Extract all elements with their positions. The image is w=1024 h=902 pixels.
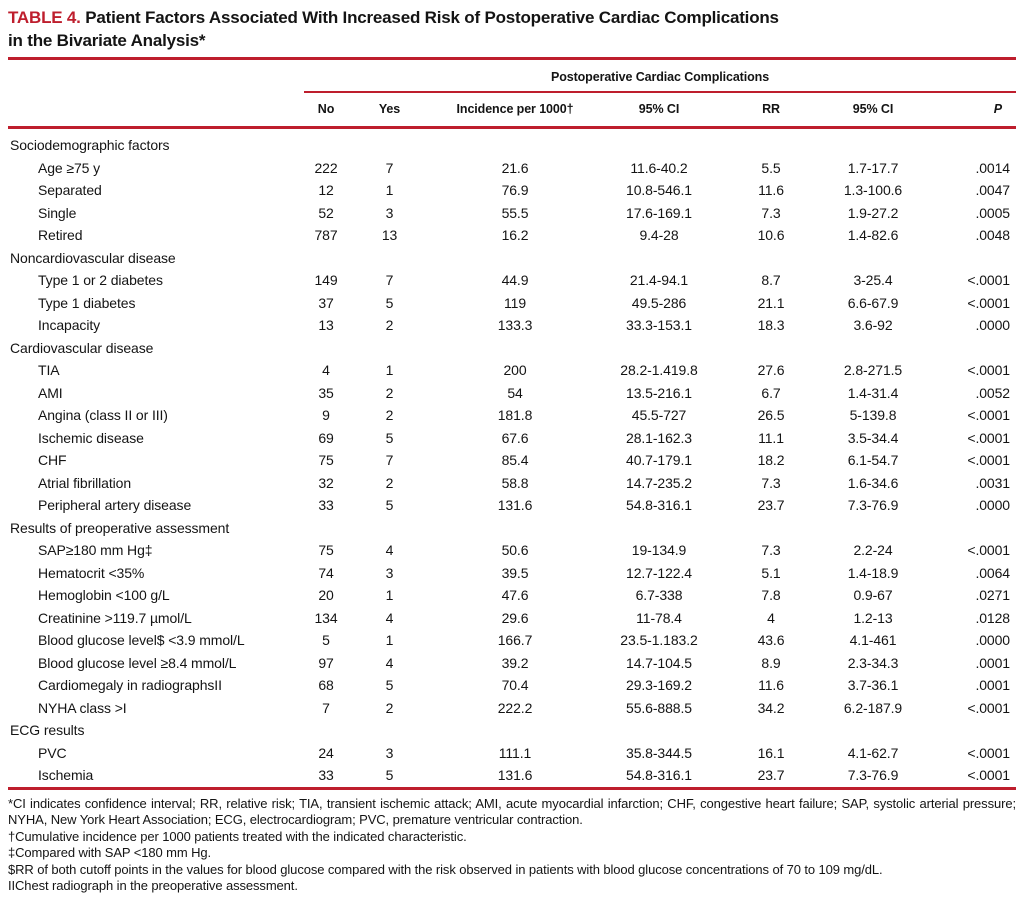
value-cell: 1.2-13 — [853, 609, 893, 626]
table-row — [8, 539, 1016, 562]
column-header: Yes — [348, 92, 431, 128]
table-row — [8, 494, 1016, 517]
value-cell: 111.1 — [498, 744, 532, 761]
value-cell: 21.6 — [501, 159, 529, 176]
column-header: 95% CI — [599, 92, 719, 128]
p-value-cell: .0005 — [975, 204, 1010, 221]
value-cell: 3.6-92 — [853, 317, 893, 333]
value-cell: 35.8-344.5 — [626, 744, 692, 761]
value-cell: 39.2 — [501, 654, 529, 671]
p-value-cell: .0052 — [975, 384, 1010, 401]
value-cell: 5.5 — [761, 159, 781, 176]
value-cell: 55.6-888.5 — [626, 699, 692, 716]
p-value-cell: <.0001 — [967, 407, 1010, 423]
column-header: P — [923, 92, 1016, 128]
value-cell: 39.5 — [501, 564, 529, 581]
value-cell: 68 — [318, 677, 334, 693]
value-cell: 76.9 — [501, 182, 529, 198]
value-cell: 12 — [318, 182, 334, 198]
value-cell: 5 — [385, 429, 394, 446]
value-cell: 4 — [385, 654, 394, 671]
table-row — [8, 314, 1016, 337]
row-label: Blood glucose level$ <3.9 mmol/L — [38, 632, 245, 648]
value-cell: 2.2-24 — [853, 542, 893, 558]
row-label: Cardiomegaly in radiographsII — [38, 677, 222, 693]
table-row — [8, 697, 1016, 720]
value-cell: 29.6 — [501, 609, 529, 626]
value-cell: 2 — [385, 699, 394, 716]
value-cell: 1.3-100.6 — [843, 182, 903, 198]
value-cell: 10.8-546.1 — [626, 182, 692, 198]
value-cell: 33 — [318, 497, 334, 513]
p-value-cell: .0000 — [975, 497, 1010, 513]
value-cell: 6.6-67.9 — [847, 294, 899, 311]
value-cell: 21.1 — [757, 294, 785, 311]
value-cell: 3 — [385, 204, 394, 221]
value-cell: 13.5-216.1 — [626, 384, 692, 401]
p-value-cell: .0064 — [975, 564, 1010, 581]
value-cell: 1 — [385, 587, 394, 603]
p-value-cell: .0000 — [975, 632, 1010, 648]
value-cell: 1 — [385, 632, 394, 648]
footnotes — [8, 796, 1016, 895]
p-value-cell: <.0001 — [967, 452, 1010, 468]
section-label: Noncardiovascular disease — [10, 249, 176, 266]
value-cell: 49.5-286 — [631, 294, 687, 311]
value-cell: 5.1 — [761, 564, 781, 581]
section-label: ECG results — [10, 722, 85, 738]
value-cell: 5 — [385, 767, 394, 783]
value-cell: 131.6 — [497, 767, 533, 783]
value-cell: 17.6-169.1 — [626, 204, 692, 221]
table-row — [8, 652, 1016, 675]
row-label: Type 1 diabetes — [38, 294, 136, 311]
value-cell: 7 — [385, 272, 394, 288]
value-cell: 1.4-31.4 — [847, 384, 899, 401]
value-cell: 97 — [318, 654, 334, 671]
value-cell: 13 — [318, 317, 334, 333]
table-row — [8, 292, 1016, 315]
value-cell: 3 — [385, 564, 394, 581]
value-cell: 40.7-179.1 — [626, 452, 692, 468]
value-cell: 166.7 — [497, 632, 533, 648]
table-row — [8, 359, 1016, 382]
p-value-cell: .0048 — [975, 227, 1010, 243]
value-cell: 5 — [385, 497, 394, 513]
footnote: †Cumulative incidence per 1000 patients treated with the indicated characteristic. — [8, 828, 467, 844]
value-cell: 85.4 — [501, 452, 529, 468]
row-label: Retired — [38, 227, 83, 243]
value-cell: 149 — [314, 272, 338, 288]
table-title-line1: Patient Factors Associated With Increased Risk of Postoperative Cardiac Complications — [85, 8, 779, 27]
value-cell: 16.1 — [757, 744, 785, 761]
value-cell: 7.3 — [761, 542, 781, 558]
table-row — [8, 404, 1016, 427]
value-cell: 3.7-36.1 — [847, 677, 899, 693]
value-cell: 33 — [318, 767, 334, 783]
value-cell: 19-134.9 — [631, 542, 687, 558]
value-cell: 2 — [385, 317, 394, 333]
value-cell: 75 — [318, 542, 334, 558]
value-cell: 18.3 — [757, 317, 785, 333]
p-value-cell: .0128 — [975, 609, 1010, 626]
value-cell: 9.4-28 — [639, 227, 679, 243]
value-cell: 4 — [767, 609, 775, 626]
value-cell: 11.6-40.2 — [630, 159, 688, 176]
value-cell: 7.8 — [761, 587, 781, 603]
value-cell: 12.7-122.4 — [626, 564, 692, 581]
row-label: Atrial fibrillation — [38, 474, 132, 491]
p-value-cell: <.0001 — [967, 767, 1010, 783]
value-cell: 8.9 — [761, 654, 781, 671]
section-row — [8, 719, 1016, 742]
value-cell: 54.8-316.1 — [626, 497, 692, 513]
value-cell: 10.6 — [757, 227, 785, 243]
table-row — [8, 629, 1016, 652]
p-value-cell: .0014 — [975, 159, 1010, 176]
section-label: Cardiovascular disease — [10, 339, 154, 356]
value-cell: 33.3-153.1 — [626, 317, 692, 333]
value-cell: 24 — [318, 744, 334, 761]
row-label: Creatinine >119.7 µmol/L — [38, 609, 192, 626]
row-label: PVC — [38, 744, 67, 761]
value-cell: 787 — [314, 227, 338, 243]
value-cell: 3.5-34.4 — [847, 429, 899, 446]
value-cell: 1.6-34.6 — [847, 474, 899, 491]
table-row — [8, 202, 1016, 225]
column-header: 95% CI — [823, 92, 923, 128]
p-value-cell: <.0001 — [967, 429, 1010, 446]
table-row — [8, 562, 1016, 585]
value-cell: 1 — [385, 182, 394, 198]
value-cell: 133.3 — [497, 317, 533, 333]
value-cell: 7.3 — [761, 204, 781, 221]
value-cell: 7 — [385, 159, 394, 176]
value-cell: 222 — [314, 159, 338, 176]
table-row — [8, 449, 1016, 472]
value-cell: 1.4-18.9 — [847, 564, 899, 581]
table-row — [8, 742, 1016, 765]
column-header-spacer — [8, 92, 304, 128]
value-cell: 23.7 — [757, 497, 785, 513]
value-cell: 119 — [503, 294, 527, 311]
value-cell: 21.4-94.1 — [629, 272, 689, 288]
value-cell: 6.2-187.9 — [843, 699, 903, 716]
row-label: Blood glucose level ≥8.4 mmol/L — [38, 654, 237, 671]
value-cell: 2 — [385, 407, 394, 423]
section-row — [8, 128, 1016, 157]
footnote: ‡Compared with SAP <180 mm Hg. — [8, 845, 212, 860]
value-cell: 23.5-1.183.2 — [620, 632, 698, 648]
spanner-spacer — [8, 59, 304, 93]
value-cell: 0.9-67 — [853, 587, 893, 603]
value-cell: 5 — [322, 632, 330, 648]
value-cell: 1.7-17.7 — [847, 159, 899, 176]
p-value-cell: <.0001 — [967, 542, 1010, 558]
p-value-cell: .0000 — [975, 317, 1010, 333]
row-label: Ischemia — [38, 767, 94, 783]
table-row — [8, 224, 1016, 247]
row-label: Single — [38, 204, 77, 221]
table-row — [8, 674, 1016, 697]
value-cell: 28.1-162.3 — [626, 429, 692, 446]
value-cell: 4 — [385, 542, 394, 558]
table-row — [8, 607, 1016, 630]
table-row — [8, 427, 1016, 450]
value-cell: 6.1-54.7 — [847, 452, 899, 468]
row-label: Hematocrit <35% — [38, 564, 145, 581]
value-cell: 45.5-727 — [631, 407, 687, 423]
table-number: TABLE 4. — [8, 8, 81, 27]
section-label: Results of preoperative assessment — [10, 519, 230, 536]
section-row — [8, 517, 1016, 540]
value-cell: 11.1 — [758, 429, 784, 446]
value-cell: 222.2 — [497, 699, 533, 716]
p-value-cell: <.0001 — [967, 699, 1010, 716]
spanner-row — [8, 59, 1016, 93]
section-row — [8, 337, 1016, 360]
data-table — [8, 57, 1016, 790]
value-cell: 44.9 — [501, 272, 529, 288]
value-cell: 4 — [322, 362, 330, 378]
p-value-cell: <.0001 — [967, 744, 1010, 761]
value-cell: 13 — [381, 227, 398, 243]
value-cell: 70.4 — [501, 677, 529, 693]
value-cell: 2 — [385, 474, 394, 491]
table-row — [8, 269, 1016, 292]
value-cell: 7 — [322, 699, 330, 716]
value-cell: 74 — [318, 564, 334, 581]
value-cell: 43.6 — [757, 632, 785, 648]
table-head — [8, 59, 1016, 128]
value-cell: 75 — [318, 452, 334, 468]
value-cell: 181.8 — [497, 407, 533, 423]
value-cell: 11-78.4 — [636, 609, 682, 626]
value-cell: 2.8-271.5 — [843, 362, 903, 378]
value-cell: 4 — [385, 609, 394, 626]
value-cell: 200 — [503, 362, 527, 378]
row-label: Age ≥75 y — [38, 159, 101, 176]
footnote: $RR of both cutoff points in the values for blood glucose compared with the risk observed in patients with blood glucose concentrations of 70 to 109 mg/dL. — [8, 861, 883, 877]
value-cell: 5 — [385, 677, 394, 693]
value-cell: 6.7 — [761, 384, 781, 401]
value-cell: 1.9-27.2 — [847, 204, 899, 221]
value-cell: 55.5 — [501, 204, 529, 221]
value-cell: 58.8 — [501, 474, 529, 491]
footnote: IIChest radiograph in the preoperative assessment. — [8, 878, 298, 893]
value-cell: 67.6 — [501, 429, 529, 446]
column-header-row — [8, 92, 1016, 128]
column-header: No — [304, 92, 348, 128]
table-title-line2: in the Bivariate Analysis* — [8, 31, 206, 50]
table-row — [8, 584, 1016, 607]
p-value-cell: .0001 — [975, 677, 1010, 693]
row-label: NYHA class >I — [38, 699, 127, 716]
value-cell: 27.6 — [757, 362, 785, 378]
p-value-cell: <.0001 — [967, 362, 1010, 378]
row-label: Angina (class II or III) — [38, 407, 168, 423]
value-cell: 35 — [318, 384, 334, 401]
section-label: Sociodemographic factors — [10, 137, 170, 153]
value-cell: 18.2 — [757, 452, 785, 468]
value-cell: 7.3-76.9 — [847, 497, 899, 513]
spanner-heading: Postoperative Cardiac Complications — [304, 59, 1016, 93]
value-cell: 14.7-104.5 — [626, 654, 692, 671]
value-cell: 6.7-338 — [635, 587, 683, 603]
value-cell: 52 — [318, 204, 334, 221]
value-cell: 54.8-316.1 — [626, 767, 692, 783]
p-value-cell: .0031 — [975, 474, 1010, 491]
row-label: SAP≥180 mm Hg‡ — [38, 542, 153, 558]
value-cell: 7.3-76.9 — [847, 767, 899, 783]
value-cell: 1.4-82.6 — [847, 227, 899, 243]
value-cell: 11.6 — [758, 182, 784, 198]
value-cell: 50.6 — [501, 542, 529, 558]
row-label: Peripheral artery disease — [38, 497, 192, 513]
value-cell: 5-139.8 — [849, 407, 897, 423]
value-cell: 47.6 — [501, 587, 529, 603]
value-cell: 5 — [385, 294, 394, 311]
value-cell: 16.2 — [501, 227, 529, 243]
value-cell: 29.3-169.2 — [626, 677, 692, 693]
value-cell: 4.1-62.7 — [847, 744, 899, 761]
value-cell: 28.2-1.419.8 — [620, 362, 698, 378]
value-cell: 23.7 — [757, 767, 785, 783]
table-row — [8, 472, 1016, 495]
column-header: Incidence per 1000† — [431, 92, 599, 128]
row-label: Type 1 or 2 diabetes — [38, 272, 163, 288]
value-cell: 3 — [385, 744, 394, 761]
p-value-cell: <.0001 — [967, 272, 1010, 288]
value-cell: 69 — [318, 429, 334, 446]
row-label: Hemoglobin <100 g/L — [38, 587, 170, 603]
p-value-cell: .0001 — [975, 654, 1010, 671]
section-row — [8, 247, 1016, 270]
value-cell: 8.7 — [761, 272, 781, 288]
row-label: Ischemic disease — [38, 429, 144, 446]
footnote: *CI indicates confidence interval; RR, relative risk; TIA, transient ischemic attack; AMI, acute myocardial infarction; CHF, congestive heart failure; SAP, systolic arterial pressure; NYHA, New York Heart Association; ECG, electrocardiogram; PVC, premature ventricular contraction. — [8, 795, 1016, 827]
value-cell: 1 — [385, 362, 394, 378]
value-cell: 134 — [314, 609, 338, 626]
value-cell: 131.6 — [497, 497, 533, 513]
value-cell: 34.2 — [757, 699, 785, 716]
value-cell: 11.6 — [758, 677, 784, 693]
column-header: RR — [719, 92, 823, 128]
value-cell: 2 — [385, 384, 394, 401]
row-label: AMI — [38, 384, 63, 401]
row-label: Incapacity — [38, 317, 101, 333]
value-cell: 54 — [507, 384, 523, 401]
table-row — [8, 179, 1016, 202]
row-label: Separated — [38, 182, 102, 198]
table-title — [8, 6, 920, 52]
value-cell: 37 — [318, 294, 334, 311]
value-cell: 7.3 — [761, 474, 781, 491]
p-value-cell: .0047 — [975, 182, 1010, 198]
value-cell: 7 — [385, 452, 394, 468]
table-body — [8, 128, 1016, 789]
value-cell: 20 — [318, 587, 334, 603]
row-label: CHF — [38, 452, 67, 468]
value-cell: 26.5 — [757, 407, 785, 423]
table-row — [8, 157, 1016, 180]
p-value-cell: .0271 — [975, 587, 1010, 603]
value-cell: 32 — [318, 474, 334, 491]
value-cell: 14.7-235.2 — [626, 474, 692, 491]
table-row — [8, 764, 1016, 788]
value-cell: 2.3-34.3 — [847, 654, 899, 671]
table-row — [8, 382, 1016, 405]
value-cell: 9 — [322, 407, 330, 423]
p-value-cell: <.0001 — [967, 294, 1010, 311]
row-label: TIA — [38, 362, 60, 378]
value-cell: 4.1-461 — [849, 632, 897, 648]
value-cell: 3-25.4 — [853, 272, 893, 288]
